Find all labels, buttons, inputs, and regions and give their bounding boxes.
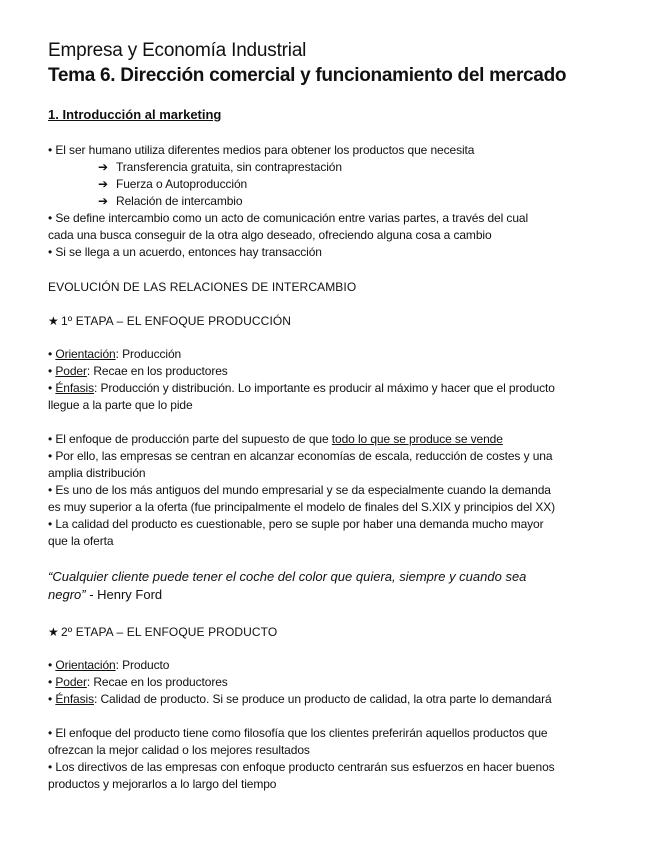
sub-item-text: Transferencia gratuita, sin contraprestación: [116, 160, 342, 174]
sub-item: [48, 176, 608, 193]
intro-block: [48, 142, 608, 261]
bullet-glyph: •: [48, 692, 53, 706]
bullet-glyph: •: [48, 381, 53, 395]
bullet-glyph: •: [48, 760, 53, 774]
stage2-heading: [48, 625, 277, 639]
quote-text: “Cualquier cliente puede tener el coche del color que quiera, siempre y cuando sea: [48, 569, 527, 584]
poder-row: [48, 363, 608, 380]
orientation-row: [48, 346, 608, 363]
bullet-glyph: •: [48, 245, 53, 259]
intro-bullet-2: [48, 210, 608, 227]
stage-title: 1º ETAPA – EL ENFOQUE PRODUCCIÓN: [61, 314, 292, 328]
attr-value: : Calidad de producto. Si se produce un producto de calidad, la otra parte lo demandará: [94, 692, 552, 706]
attr-label: Orientación: [55, 347, 116, 361]
quote-author: - Henry Ford: [85, 587, 163, 602]
stage2-attributes: [48, 657, 608, 708]
poder-row: [48, 674, 608, 691]
enfasis-row: [48, 691, 608, 708]
attr-value: : Recae en los productores: [86, 364, 228, 378]
attr-value: : Producto: [115, 658, 170, 672]
bullet-glyph: •: [48, 726, 53, 740]
stage1-p2: [48, 448, 608, 465]
bullet-glyph: •: [48, 449, 53, 463]
stage1-p3: [48, 482, 608, 499]
evolution-heading: EVOLUCIÓN DE LAS RELACIONES DE INTERCAMBIO: [48, 280, 357, 294]
bullet-glyph: •: [48, 658, 53, 672]
bullet-text: Se define intercambio como un acto de comunicación entre varias partes, a través del cual: [55, 211, 529, 225]
p-text: Por ello, las empresas se centran en alcanzar economías de escala, reducción de costes y una: [55, 449, 553, 463]
sub-item: [48, 159, 608, 176]
intro-bullet-1: [48, 142, 608, 159]
intro-bullet-3: [48, 244, 608, 261]
quote-line-2: [48, 586, 608, 604]
bullet-glyph: •: [48, 211, 53, 225]
star-icon: ★: [48, 314, 59, 328]
stage1-p2-cont: amplia distribución: [48, 466, 146, 480]
p-text: Los directivos de las empresas con enfoque producto centrarán sus esfuerzos en hacer buenos: [55, 760, 555, 774]
attr-label: Énfasis: [55, 381, 94, 395]
quote-line-1: [48, 568, 608, 586]
bullet-glyph: •: [48, 432, 53, 446]
sub-item-text: Fuerza o Autoproducción: [116, 177, 248, 191]
bullet-glyph: •: [48, 517, 53, 531]
attr-value: : Producción y distribución. Lo importante es producir al máximo y hacer que el producto: [94, 381, 555, 395]
orientation-row: [48, 657, 608, 674]
bullet-glyph: •: [48, 675, 53, 689]
sub-item-text: Relación de intercambio: [116, 194, 243, 208]
bullet-glyph: •: [48, 364, 53, 378]
p-text: El enfoque de producción parte del supuesto de que: [55, 432, 332, 446]
henry-ford-quote: [48, 568, 608, 604]
stage1-p4: [48, 516, 608, 533]
arrow-icon: ➔: [98, 177, 108, 191]
stage2-p2: [48, 759, 608, 776]
p-text: Es uno de los más antiguos del mundo empresarial y se da especialmente cuando la demanda: [55, 483, 551, 497]
stage2-p1: [48, 725, 608, 742]
quote-text: negro”: [48, 587, 86, 602]
attr-label: Poder: [55, 364, 87, 378]
stage-title: 2º ETAPA – EL ENFOQUE PRODUCTO: [61, 625, 278, 639]
arrow-icon: ➔: [98, 194, 108, 208]
bullet-glyph: •: [48, 347, 53, 361]
enfasis-row: [48, 380, 608, 397]
bullet-glyph: •: [48, 483, 53, 497]
attr-label: Énfasis: [55, 692, 94, 706]
stage1-p4-cont: que la oferta: [48, 534, 114, 548]
stage1-attributes: [48, 346, 608, 414]
subject-title: Empresa y Economía Industrial: [48, 40, 307, 61]
star-icon: ★: [48, 625, 59, 639]
intro-bullet-2-cont: cada una busca conseguir de la otra algo deseado, ofreciendo alguna cosa a cambio: [48, 228, 492, 242]
stage2-p1-cont: ofrezcan la mejor calidad o los mejores resultados: [48, 743, 310, 757]
arrow-icon: ➔: [98, 160, 108, 174]
attr-label: Poder: [55, 675, 87, 689]
attr-label: Orientación: [55, 658, 116, 672]
stage1-p3-cont: es muy superior a la oferta (fue principalmente el modelo de finales del S.XIX y principios del XX): [48, 500, 556, 514]
bullet-text: Si se llega a un acuerdo, entonces hay transacción: [55, 245, 322, 259]
attr-value: : Recae en los productores: [86, 675, 228, 689]
attr-value: : Producción: [115, 347, 182, 361]
topic-title: Tema 6. Dirección comercial y funcionamiento del mercado: [48, 65, 567, 86]
section-heading: 1. Introducción al marketing: [48, 107, 222, 122]
enfasis-row-cont: llegue a la parte que lo pide: [48, 398, 193, 412]
p-underlined: todo lo que se produce se vende: [331, 432, 503, 446]
bullet-text: El ser humano utiliza diferentes medios para obtener los productos que necesita: [55, 143, 475, 157]
stage2-p2-cont: productos y mejorarlos a lo largo del tiempo: [48, 777, 277, 791]
sub-item: [48, 193, 608, 210]
p-text: La calidad del producto es cuestionable, pero se suple por haber una demanda mucho mayor: [55, 517, 544, 531]
stage1-p1: [48, 431, 608, 448]
p-text: El enfoque del producto tiene como filosofía que los clientes preferirán aquellos productos que: [55, 726, 548, 740]
stage1-heading: [48, 314, 291, 328]
stage2-paragraphs: [48, 725, 608, 793]
stage1-paragraphs: [48, 431, 608, 550]
bullet-glyph: •: [48, 143, 53, 157]
